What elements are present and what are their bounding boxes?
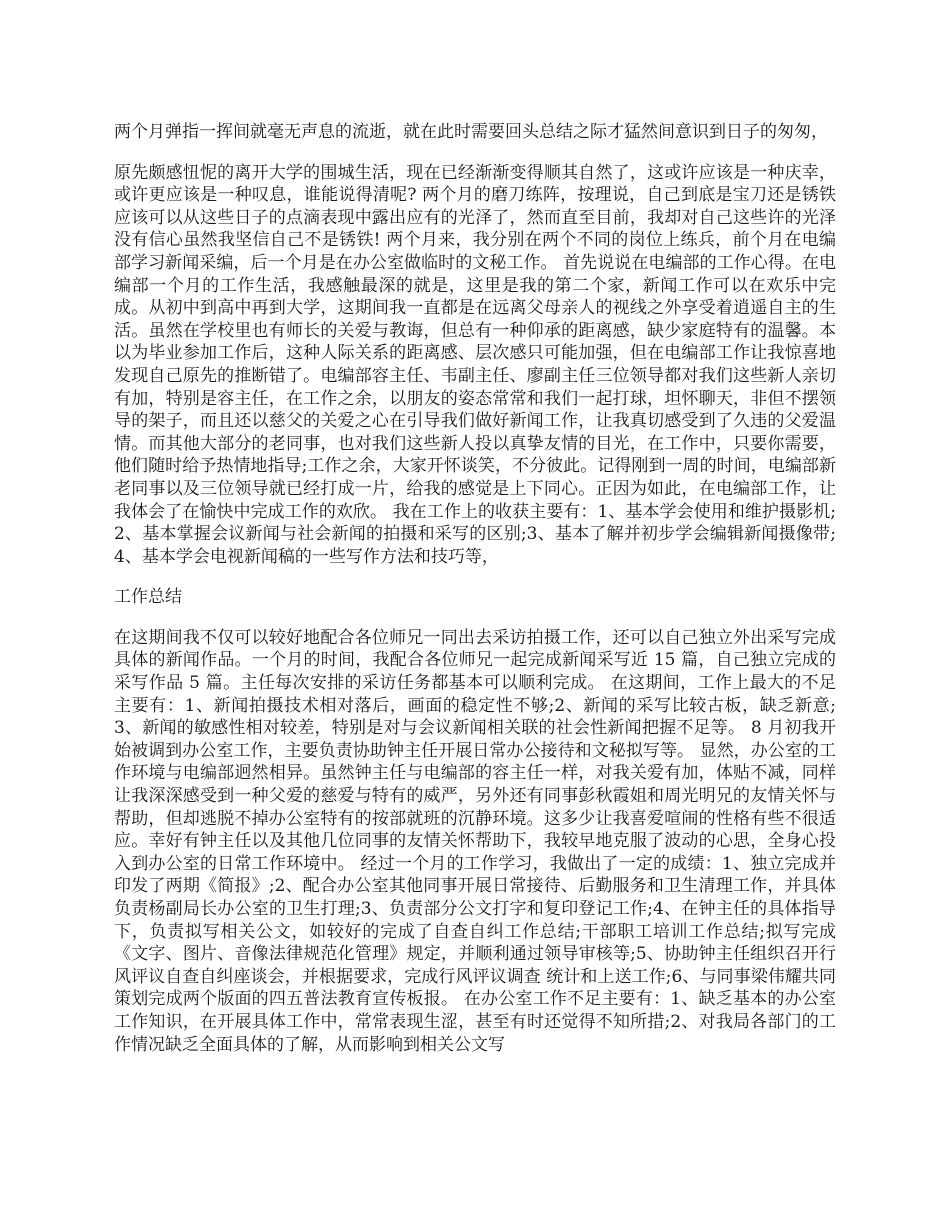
body-paragraph: 原先颇感忸怩的离开大学的围城生活，现在已经渐渐变得顺其自然了，这或许应该是一种庆幸，或许更应该是一种叹息，谁能说得清呢? 两个月的磨刀练阵，按理说，自己到底是宝刀还是锈铁应该可以从这些日子的点滴表现中露出应有的光泽了，然而直至目前，我却对自己这些许的光泽没有信心虽然我坚信自己不是锈铁! 两个月来，我分别在两个不同的岗位上练兵，前个月在电编部学习新闻采编，后一个月是在办公室做临时的文秘工作。 首先说说在电编部的工作心得。在电编部一个月的工作生活，我感触最深的就是，这里是我的第二个家，新闻工作可以在欢乐中完成。从初中到高中再到大学，这期间我一直都是在远离父母亲人的视线之外享受着逍遥自主的生活。虽然在学校里也有师长的关爱与教诲，但总有一种仰承的距离感，缺少家庭特有的温馨。本以为毕业参加工作后，这种人际关系的距离感、层次感只可能加强，但在电编部工作让我惊喜地发现自己原先的推断错了。电编部容主任、韦副主任、廖副主任三位领导都对我们这些新人亲切有加，特别是容主任，在工作之余，以朋友的姿态常常和我们一起打球，坦怀聊天，非但不摆领导的架子，而且还以慈父的关爱之心在引导我们做好新闻工作，让我真切感受到了久违的父爱温情。而其他大部分的老同事，也对我们这些新人投以真挚友情的目光，在工作中，只要你需要，他们随时给予热情地指导;工作之余，大家开怀谈笑，不分彼此。记得刚到一周的时间，电编部新老同事以及三位领导就已经打成一片，给我的感觉是上下同心。正因为如此，在电编部工作，让我体会了在愉快中完成工作的欢欣。 我在工作上的收获主要有：1、基本学会使用和维护摄影机;2、基本掌握会议新闻与社会新闻的拍摄和采写的区别;3、基本了解并初步学会编辑新闻摄像带;4、基本学会电视新闻稿的一些写作方法和技巧等， <box>114 162 836 567</box>
section-heading: 工作总结 <box>114 587 182 608</box>
document-page <box>114 121 836 1056</box>
intro-paragraph: 两个月弹指一挥间就毫无声息的流逝，就在此时需要回头总结之际才猛然间意识到日子的匆匆， <box>114 122 828 142</box>
summary-paragraph: 在这期间我不仅可以较好地配合各位师兄一同出去采访拍摄工作，还可以自己独立外出采写完成具体的新闻作品。一个月的时间，我配合各位师兄一起完成新闻采写近 15 篇，自己独立完成的采写作品 5 篇。主任每次安排的采访任务都基本可以顺利完成。 在这期间，工作上最大的不足主要有：1、新闻拍摄技术相对落后，画面的稳定性不够;2、新闻的采写比较古板，缺乏新意;3、新闻的敏感性相对较差，特别是对与会议新闻相关联的社会性新闻把握不足等。 8 月初我开始被调到办公室工作，主要负责协助钟主任开展日常办公接待和文秘拟写等。 显然，办公室的工作环境与电编部迥然相异。虽然钟主任与电编部的容主任一样，对我关爱有加，体贴不减，同样让我深深感受到一种父爱的慈爱与特有的威严，另外还有同事彭秋霞姐和周光明兄的友情关怀与帮助，但却逃脱不掉办公室特有的按部就班的沉静环境。这多少让我喜爱喧闹的性格有些不很适应。幸好有钟主任以及其他几位同事的友情关怀帮助下，我较早地克服了波动的心思，全身心投入到办公室的日常工作环境中。 经过一个月的工作学习，我做出了一定的成绩：1、独立完成并印发了两期《简报》;2、配合办公室其他同事开展日常接待、后勤服务和卫生清理工作，并具体负责杨副局长办公室的卫生打理;3、负责部分公文打字和复印登记工作;4、在钟主任的具体指导下，负责拟写相关公文，如较好的完成了自查自纠工作总结;干部职工培训工作总结;拟写完成《文字、图片、音像法律规范化管理》规定，并顺利通过领导审核等;5、协助钟主任组织召开行风评议自查自纠座谈会，并根据要求，完成行风评议调查 统计和上送工作;6、与同事梁伟耀共同策划完成两个版面的四五普法教育宣传板报。 在办公室工作不足主要有：1、缺乏基本的办公室工作知识，在开展具体工作中，常常表现生涩，甚至有时还觉得不知所措;2、对我局各部门的工作情况缺乏全面具体的了解，从而影响到相关公文写 <box>114 627 836 1055</box>
